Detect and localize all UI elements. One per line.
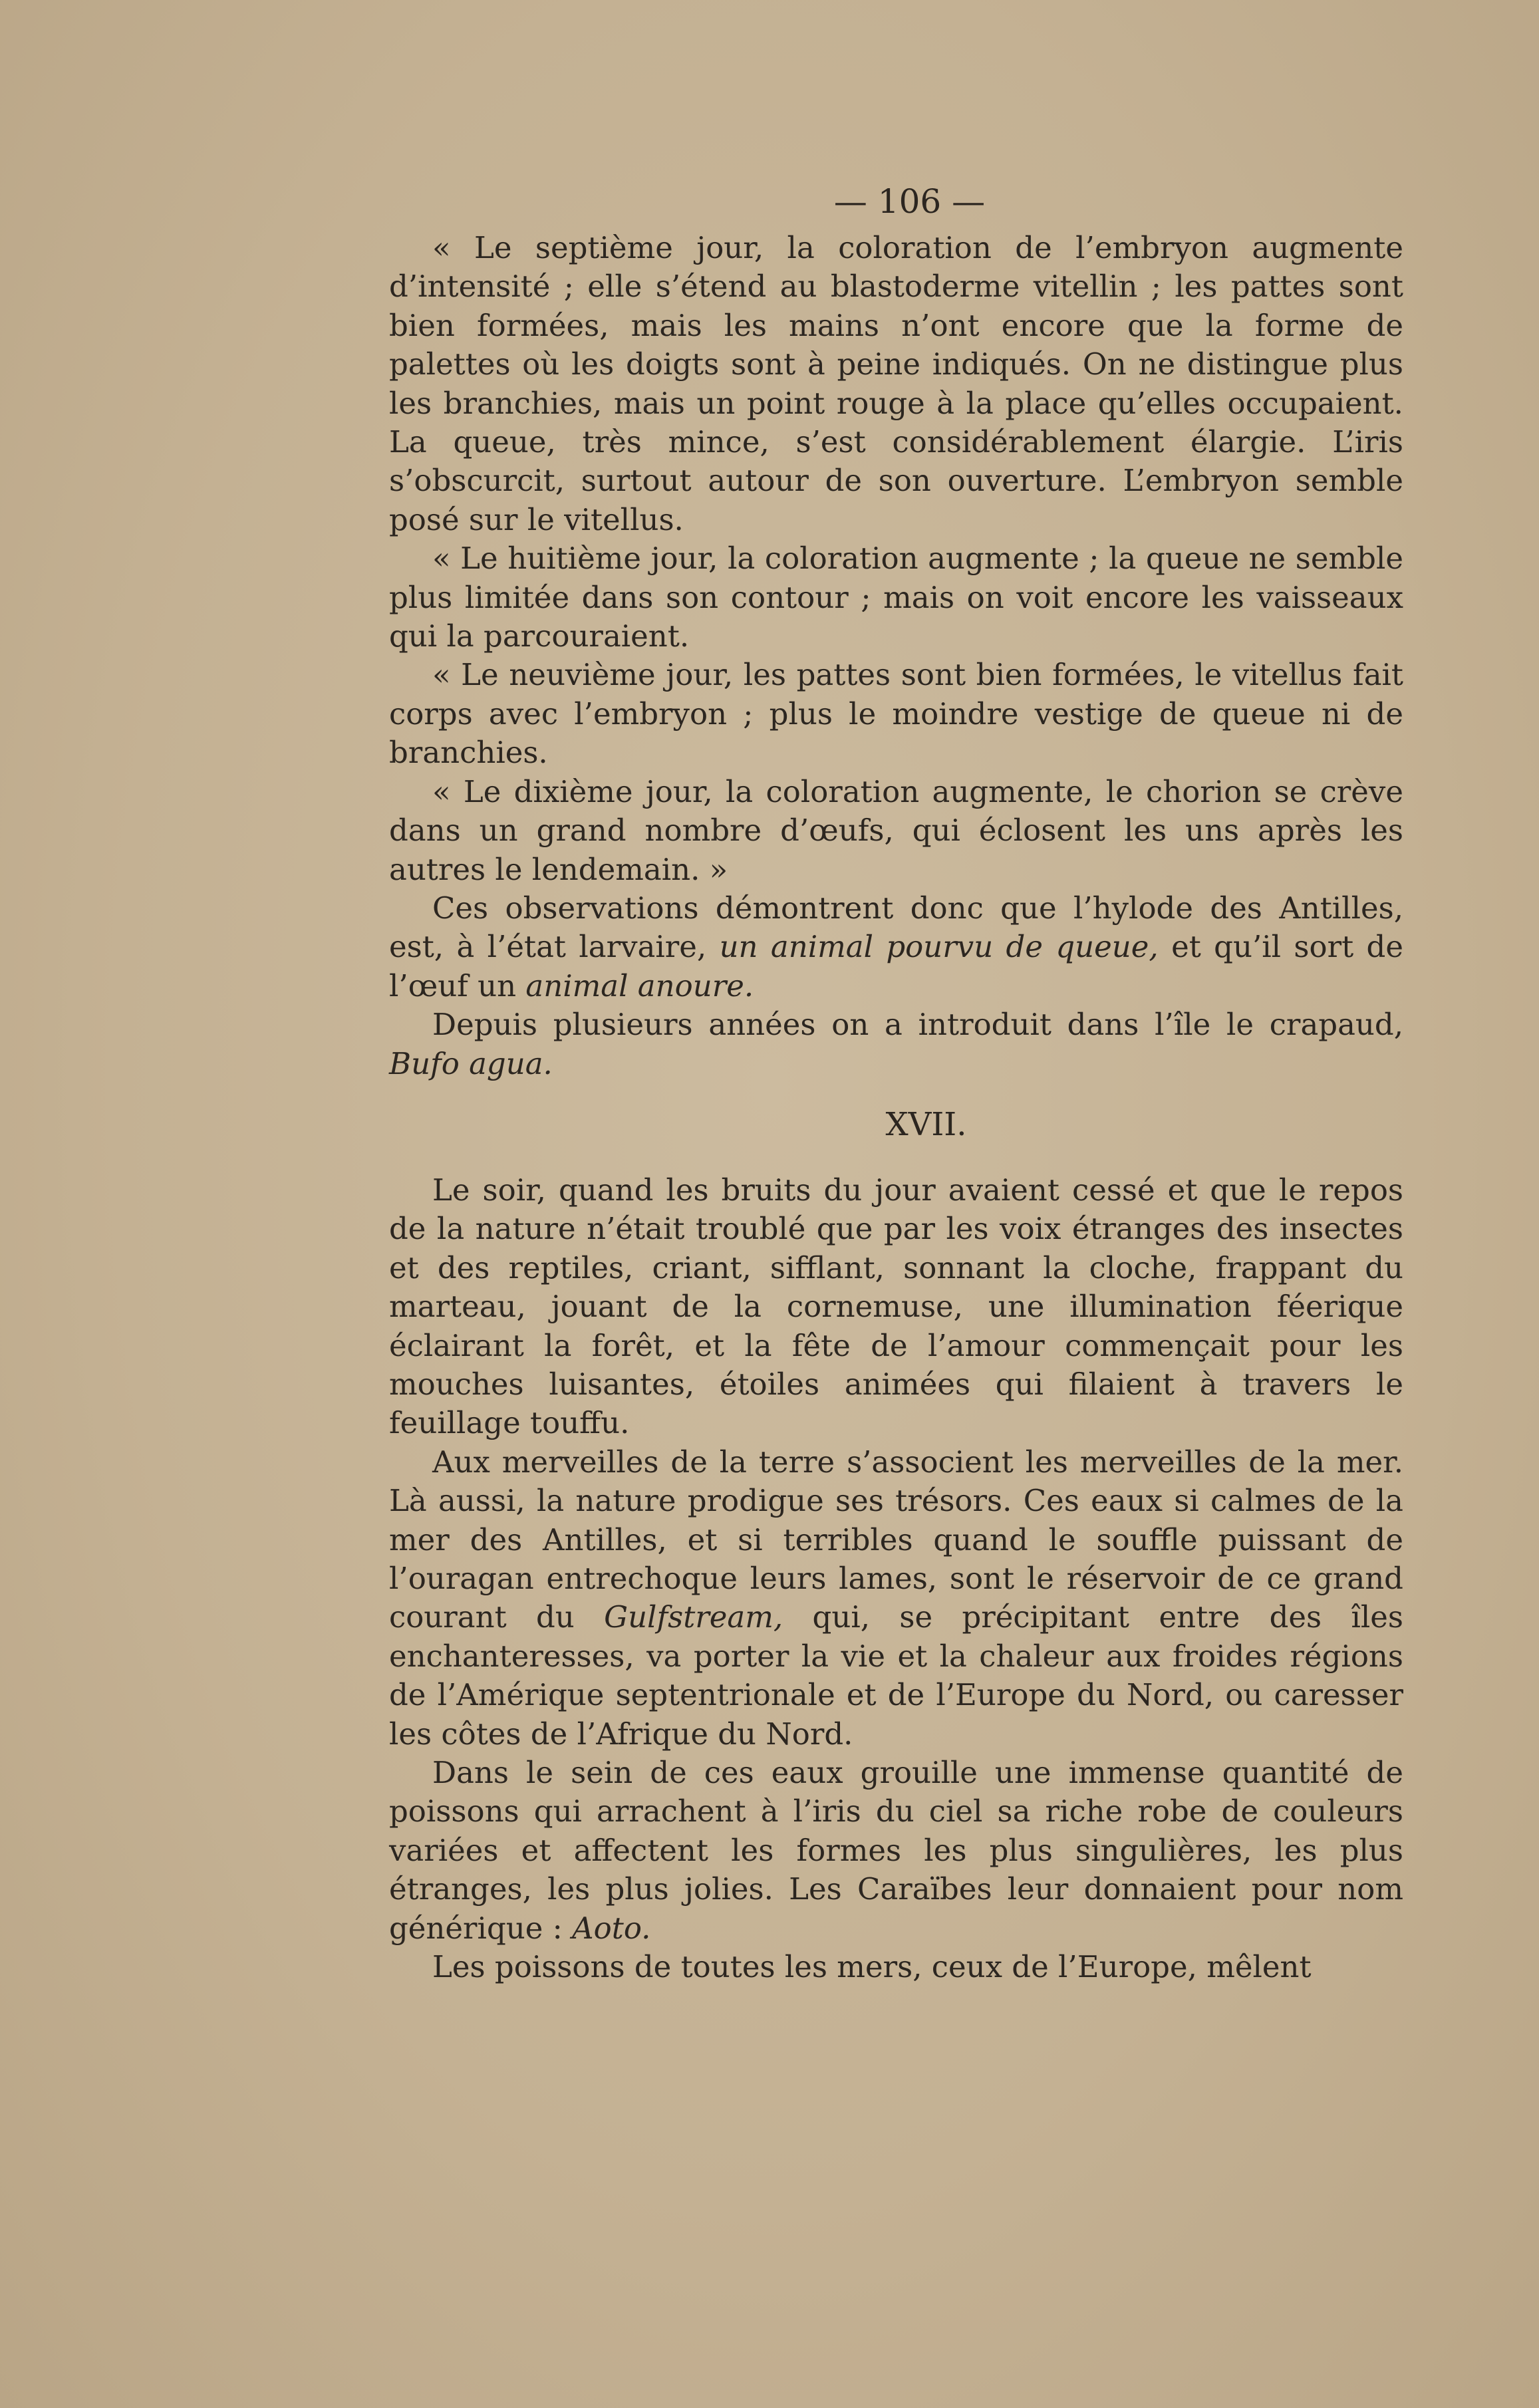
paragraph: [389, 1754, 1403, 1948]
paragraph-text: « Le dixième jour, la coloration augmente, le chorion se crève dans un grand nombre d’œufs, qui éclosent les uns après les autres le lendemain. »: [389, 773, 1403, 887]
page-text: [389, 178, 1403, 1986]
paragraph: [389, 539, 1403, 656]
paragraph: [389, 1443, 1403, 1754]
paragraph: [389, 229, 1403, 539]
paragraph-text: Ces observations démontrent donc que l’hylode des Antilles, est, à l’état larvaire,: [389, 890, 1403, 965]
paragraph-text: Dans le sein de ces eaux grouille une immense quantité de poissons qui arrachent à l’iris du ciel sa riche robe de couleurs variées et affectent les formes les plus singulières, les plus étranges, les plus jolies. Les Caraïbes leur donnaient pour nom générique :: [389, 1755, 1403, 1946]
page-number: — 106 —: [833, 182, 986, 221]
paragraph: [389, 1171, 1403, 1443]
paragraph-text: qui, se précipitant entre des îles enchanteresses, va porter la vie et la chaleur aux froides régions de l’Amérique septentrionale et de l’Europe du Nord, ou caresser les côtes de l’Afrique du Nord.: [389, 1599, 1403, 1752]
paragraphs-before-section: [389, 229, 1403, 1083]
paragraph-text: et qu’il sort de l’œuf un: [389, 929, 1403, 1003]
section-heading: XVII.: [885, 1105, 967, 1143]
paragraph-text: Les poissons de toutes les mers, ceux de l’Europe, mêlent: [432, 1949, 1312, 1985]
paragraphs-after-section: [389, 1171, 1403, 1987]
paragraph: [389, 1948, 1403, 1986]
paragraph-text: Aux merveilles de la terre s’associent les merveilles de la mer. Là aussi, la nature prodigue ses trésors. Ces eaux si calmes de la mer des Antilles, et si terribles quand le souffle puissant de l’ouragan entrechoque leurs lames, sont le réservoir de ce grand courant du: [389, 1444, 1403, 1635]
paragraph-text: « Le neuvième jour, les pattes sont bien formées, le vitellus fait corps avec l’embryon ; plus le moindre vestige de queue ni de branchies.: [389, 657, 1403, 771]
italic-text: Aoto.: [572, 1910, 651, 1946]
paragraph: [389, 773, 1403, 889]
paragraph-text: « Le huitième jour, la coloration augmente ; la queue ne semble plus limitée dans son contour ; mais on voit encore les vaisseaux qui la parcouraient.: [389, 541, 1403, 654]
italic-text: animal anoure.: [525, 968, 754, 1003]
paragraph-text: « Le septième jour, la coloration de l’embryon augmente d’intensité ; elle s’étend au blastoderme vitellin ; les pattes sont bien formées, mais les mains n’ont encore que la forme de palettes où les doigts sont à peine indiqués. On ne distingue plus les branchies, mais un point rouge à la place qu’elles occupaient. La queue, très mince, s’est considérablement élargie. L’iris s’obscurcit, surtout autour de son ouverture. L’embryon semble posé sur le vitellus.: [389, 230, 1403, 537]
paragraph: [389, 889, 1403, 1005]
paragraph: [389, 656, 1403, 772]
italic-text: un animal pourvu de queue,: [719, 929, 1159, 965]
italic-text: Bufo agua.: [389, 1045, 553, 1081]
paragraph-text: Le soir, quand les bruits du jour avaient cessé et que le repos de la nature n’était troublé que par les voix étranges des insectes et des reptiles, criant, sifflant, sonnant la cloche, frappant du marteau, jouant de la cornemuse, une illumination féerique éclairant la forêt, et la fête de l’amour commençait pour les mouches luisantes, étoiles animées qui filaient à travers le feuillage touffu.: [389, 1172, 1403, 1441]
paragraph-text: Depuis plusieurs années on a introduit dans l’île le crapaud,: [432, 1007, 1403, 1043]
italic-text: Gulfstream,: [604, 1599, 783, 1635]
paragraph: [389, 1005, 1403, 1083]
